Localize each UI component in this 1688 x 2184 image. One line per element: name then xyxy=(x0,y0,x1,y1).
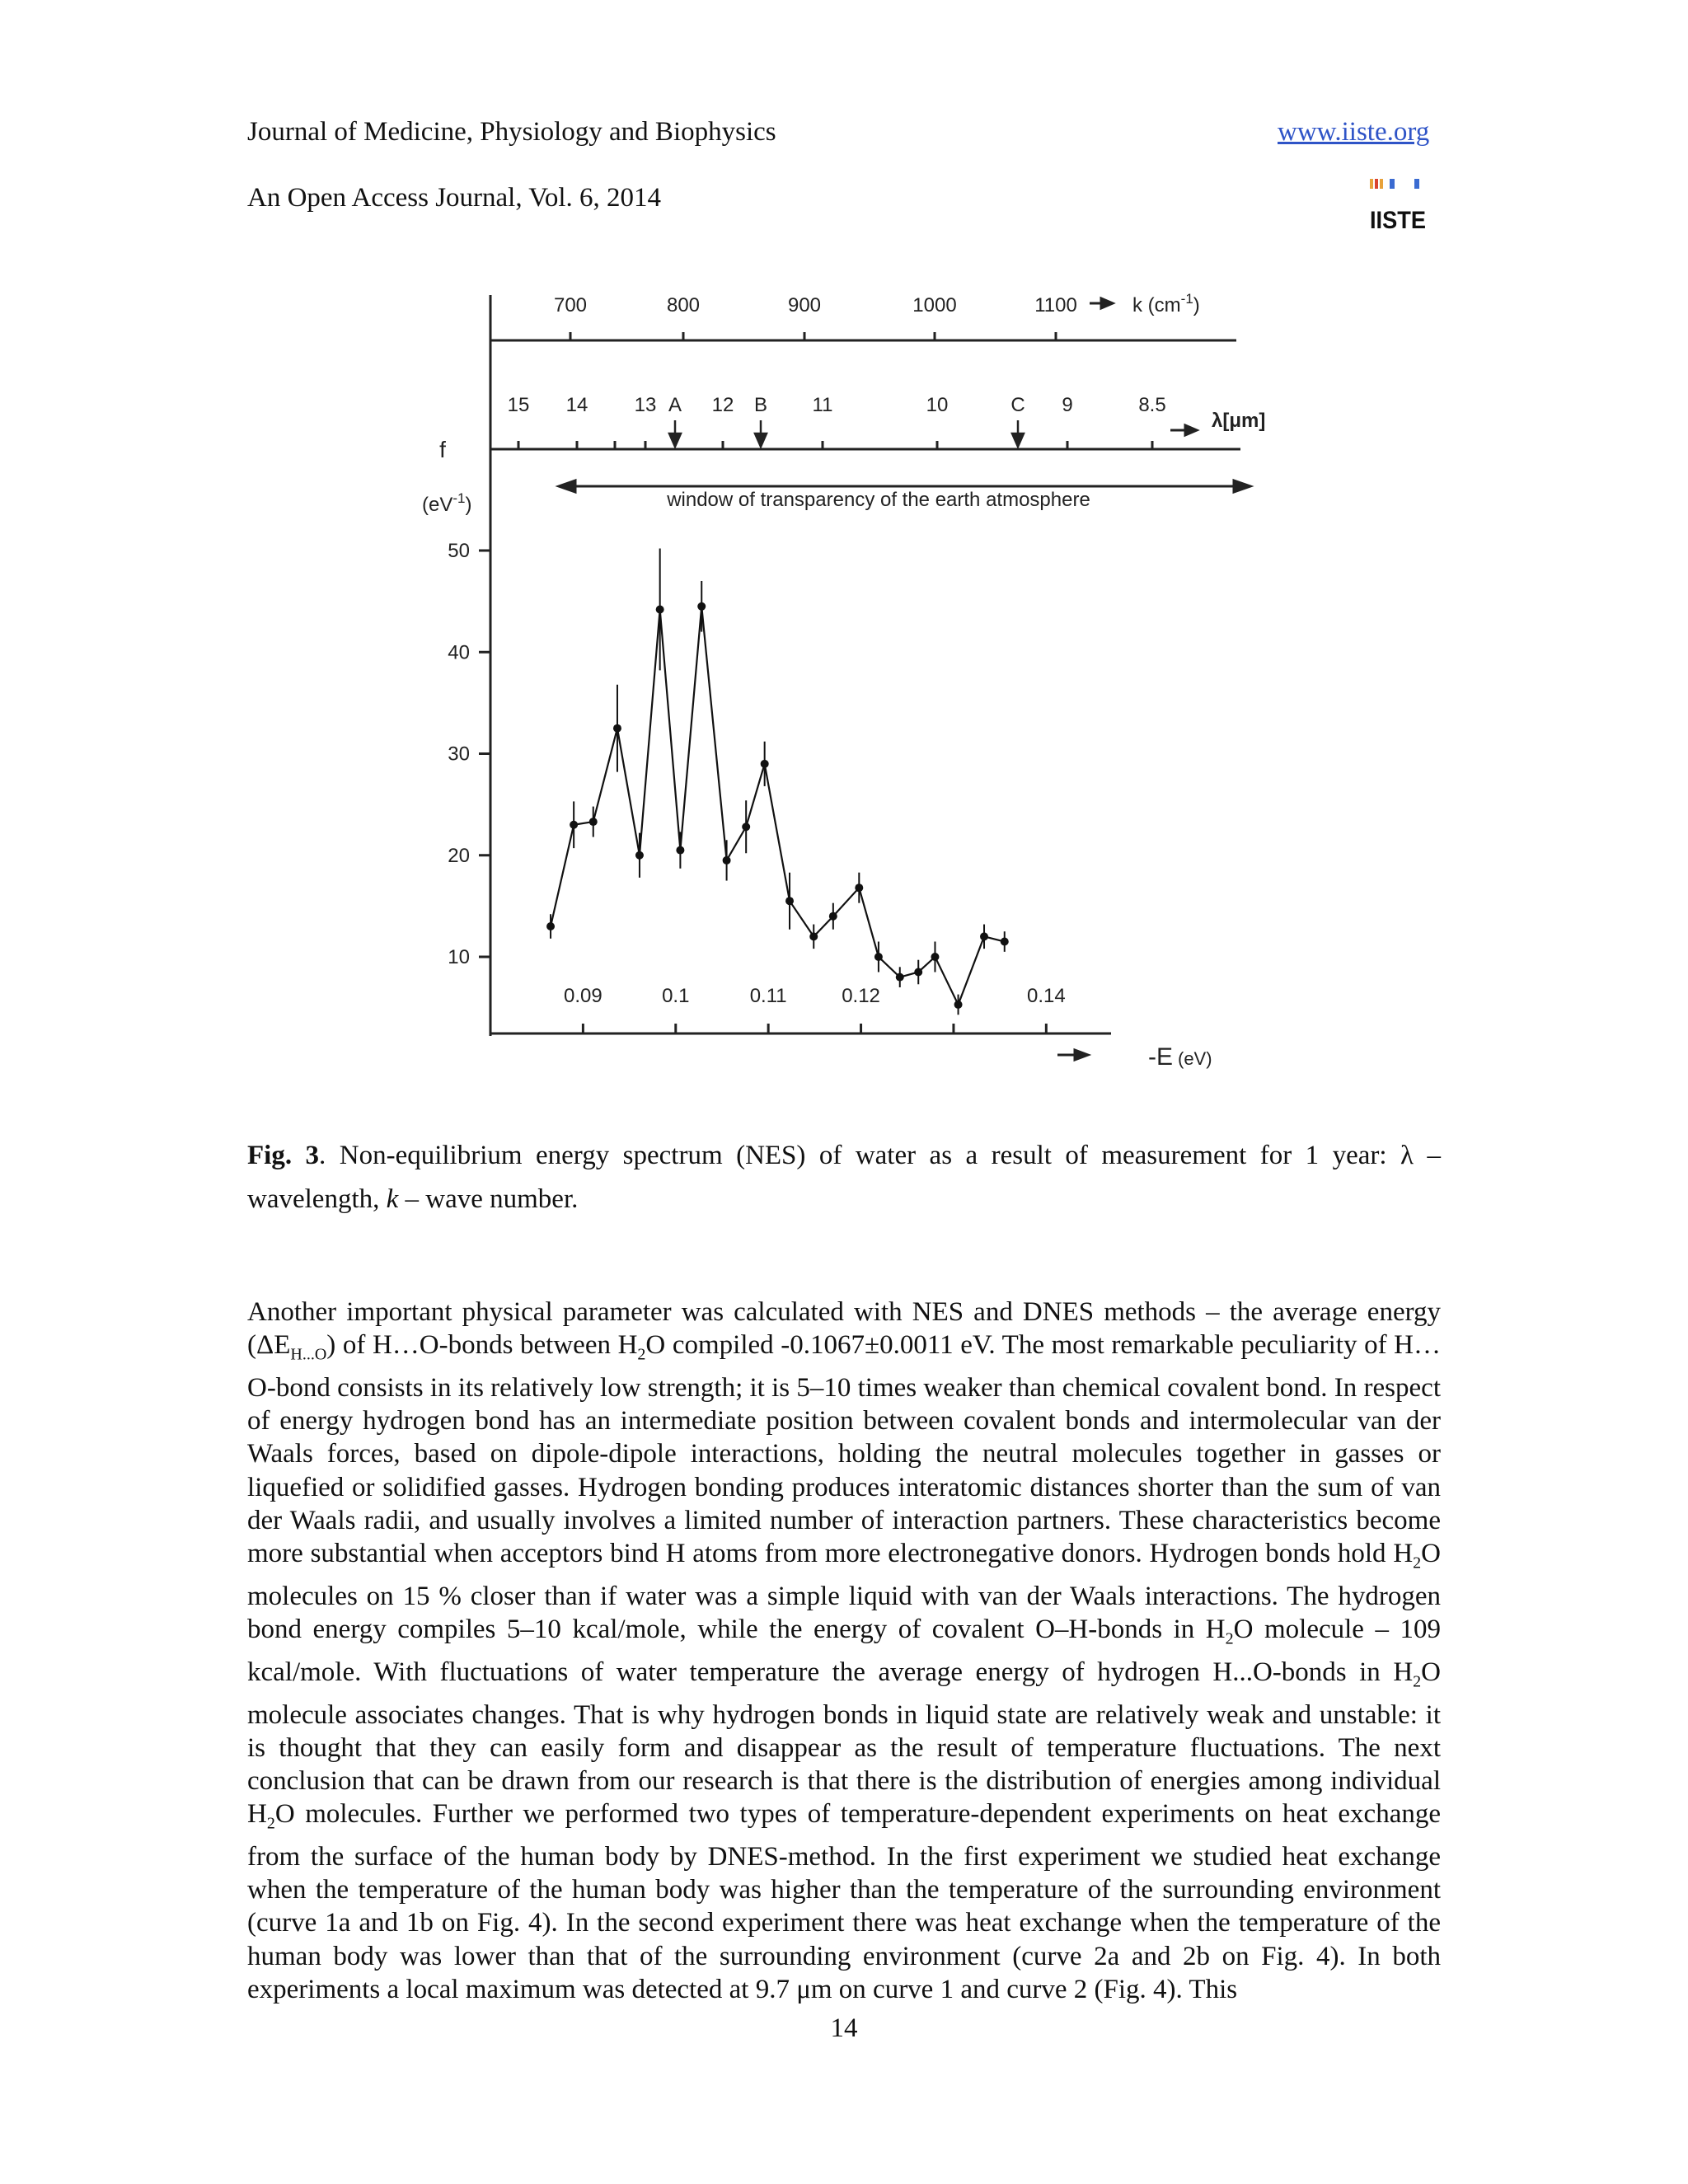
k-tick-label: 1100 xyxy=(1034,294,1077,316)
lambda-tick-label: 10 xyxy=(926,394,949,416)
body-text-span: O molecule – 109 kcal/mole. With fluctuations of water temperature the average energy of hydrogen H...O-bonds in H xyxy=(247,1615,1441,1687)
data-point xyxy=(761,760,769,768)
data-point xyxy=(635,851,644,860)
data-point xyxy=(546,922,555,930)
y-axis-label: f xyxy=(439,437,446,462)
lambda-tick-label: 14 xyxy=(565,394,588,416)
data-point xyxy=(742,823,750,831)
data-point xyxy=(570,821,578,829)
x-axis-label: -E (eV) xyxy=(1148,1043,1212,1071)
body-subscript: 2 xyxy=(266,1814,275,1833)
journal-title: Journal of Medicine, Physiology and Biophysics xyxy=(247,117,776,147)
marker-label-c: C xyxy=(1010,394,1025,416)
lambda-tick-label: 15 xyxy=(507,394,530,416)
y-tick-label: 10 xyxy=(448,946,470,968)
data-point xyxy=(723,856,731,865)
y-axis-units: $(eV^{-1})$ xyxy=(422,490,472,516)
data-point xyxy=(954,1001,963,1009)
data-point xyxy=(809,932,818,940)
body-subscript: H...O xyxy=(290,1345,327,1364)
data-point xyxy=(613,724,621,733)
page-number: 14 xyxy=(830,2013,858,2043)
body-paragraph xyxy=(247,1296,1441,2006)
body-text-span: O molecule associates changes. That is why hydrogen bonds in liquid state are relatively weak and unstable: it is thought that they can easily form and disappear as the result of temperature fluctuations. The next conclusion that can be drawn from our research is that there is the distribution of energies among individual H xyxy=(247,1657,1441,1830)
data-point xyxy=(980,932,988,940)
x-tick-label: 0.12 xyxy=(842,985,880,1007)
x-axis-arrow xyxy=(1057,1050,1088,1060)
caption-lambda: λ xyxy=(1400,1141,1414,1170)
caption-k: k xyxy=(386,1184,399,1214)
marker-label-a: A xyxy=(668,394,682,416)
lambda-tick-label: 9 xyxy=(1062,394,1073,416)
journal-url-link[interactable]: www.iiste.org xyxy=(1278,117,1430,147)
lambda-axis-label: λ[μm] xyxy=(1212,410,1266,432)
x-tick-label: 0.09 xyxy=(564,985,603,1007)
k-tick-label: 800 xyxy=(666,294,701,316)
marker-arrow-a xyxy=(669,420,681,447)
journal-volume: An Open Access Journal, Vol. 6, 2014 xyxy=(247,183,661,213)
k-axis-arrow xyxy=(1090,298,1113,308)
x-tick-label: 0.14 xyxy=(1026,985,1066,1007)
window-label: window of transparency of the earth atmosphere xyxy=(667,489,1090,511)
data-point xyxy=(829,912,837,921)
lambda-tick-label: 13 xyxy=(634,394,657,416)
x-tick-label: 0.1 xyxy=(662,985,690,1007)
body-text-span: O molecules on 15 % closer than if water was a simple liquid with van der Waals interactions. The hydrogen bond energy compiles 5–10 kcal/mole, while the energy of covalent O–H-bonds in H xyxy=(247,1539,1441,1645)
y-tick-label: 20 xyxy=(448,844,470,867)
body-text-span: O molecules. Further we performed two types of temperature-dependent experiments on heat exchange from the surface of the human body by DNES-method. In the first experiment we studied heat exchange when the temperature of the human body was higher than the temperature of the surrounding environment (curve 1a and 1b on Fig. 4). In the second experiment there was heat exchange when the temperature of the human body was lower than that of the surrounding environment (curve 2a and 2b on Fig. 4). In both experiments a local maximum was detected at 9.7 μm on curve 1 and curve 2 (Fig. 4). This xyxy=(247,1799,1441,2004)
data-point xyxy=(896,973,904,982)
body-subscript: 2 xyxy=(637,1345,646,1364)
lambda-tick-label: 8.5 xyxy=(1138,394,1166,416)
data-point xyxy=(589,818,598,826)
marker-arrow-c xyxy=(1012,420,1024,447)
caption-text-2: – wavelength, xyxy=(247,1141,1442,1214)
body-text-span: O compiled -0.1067±0.0011 eV. The most remarkable peculiarity of H…O-bond consists in its relatively low strength; it is 5–10 times weaker than chemical covalent bond. In respect of energy hydrogen bond has an intermediate position between covalent bonds and intermolecular van der Waals forces, based on dipole-dipole interactions, holding the neutral molecules together in gasses or liquefied or solidified gasses. Hydrogen bonding produces interatomic distances shorter than the sum of van der Waals radii, and usually involves a limited number of interaction partners. These characteristics become more substantial when acceptors bind H atoms from more electronegative donors. Hydrogen bonds hold H xyxy=(247,1330,1441,1569)
data-point xyxy=(914,968,922,976)
k-axis-label: k $(cm^{-1})$ xyxy=(1132,291,1200,316)
k-tick-label: 700 xyxy=(553,294,588,316)
data-point xyxy=(697,602,706,611)
series-line xyxy=(551,607,1005,1005)
body-text-span: Another important physical parameter was calculated with NES and DNES methods – the average energy (ΔE xyxy=(247,1297,1441,1361)
caption-text-1: . Non-equilibrium energy spectrum (NES) of water as a result of measurement for 1 year: xyxy=(319,1141,1401,1170)
lambda-axis-arrow xyxy=(1170,425,1197,435)
caption-text-3: – wave number. xyxy=(398,1184,579,1214)
lambda-tick-label: 11 xyxy=(812,394,833,416)
y-tick-label: 30 xyxy=(448,743,470,766)
marker-arrow-b xyxy=(755,420,767,447)
figure-caption xyxy=(247,1134,1441,1221)
k-tick-label: 1000 xyxy=(912,294,957,316)
caption-fig-label: Fig. 3 xyxy=(247,1141,320,1170)
logo-text: IISTE xyxy=(1370,207,1426,233)
data-point xyxy=(855,883,863,892)
body-subscript: 2 xyxy=(1413,1672,1422,1691)
data-point xyxy=(785,897,794,905)
body-subscript: 2 xyxy=(1413,1554,1422,1572)
data-point xyxy=(656,605,664,613)
y-tick-label: 50 xyxy=(448,540,470,562)
body-subscript: 2 xyxy=(1225,1629,1234,1648)
marker-label-b: B xyxy=(753,394,768,416)
y-tick-label: 40 xyxy=(448,641,470,664)
data-point xyxy=(874,953,883,961)
data-point xyxy=(1001,938,1009,946)
k-tick-label: 900 xyxy=(787,294,822,316)
body-text-span: ) of H…O-bonds between H xyxy=(326,1330,638,1361)
data-point xyxy=(676,846,684,855)
lambda-tick-label: 12 xyxy=(711,394,734,416)
x-tick-label: 0.11 xyxy=(749,985,787,1007)
data-point xyxy=(931,953,939,961)
